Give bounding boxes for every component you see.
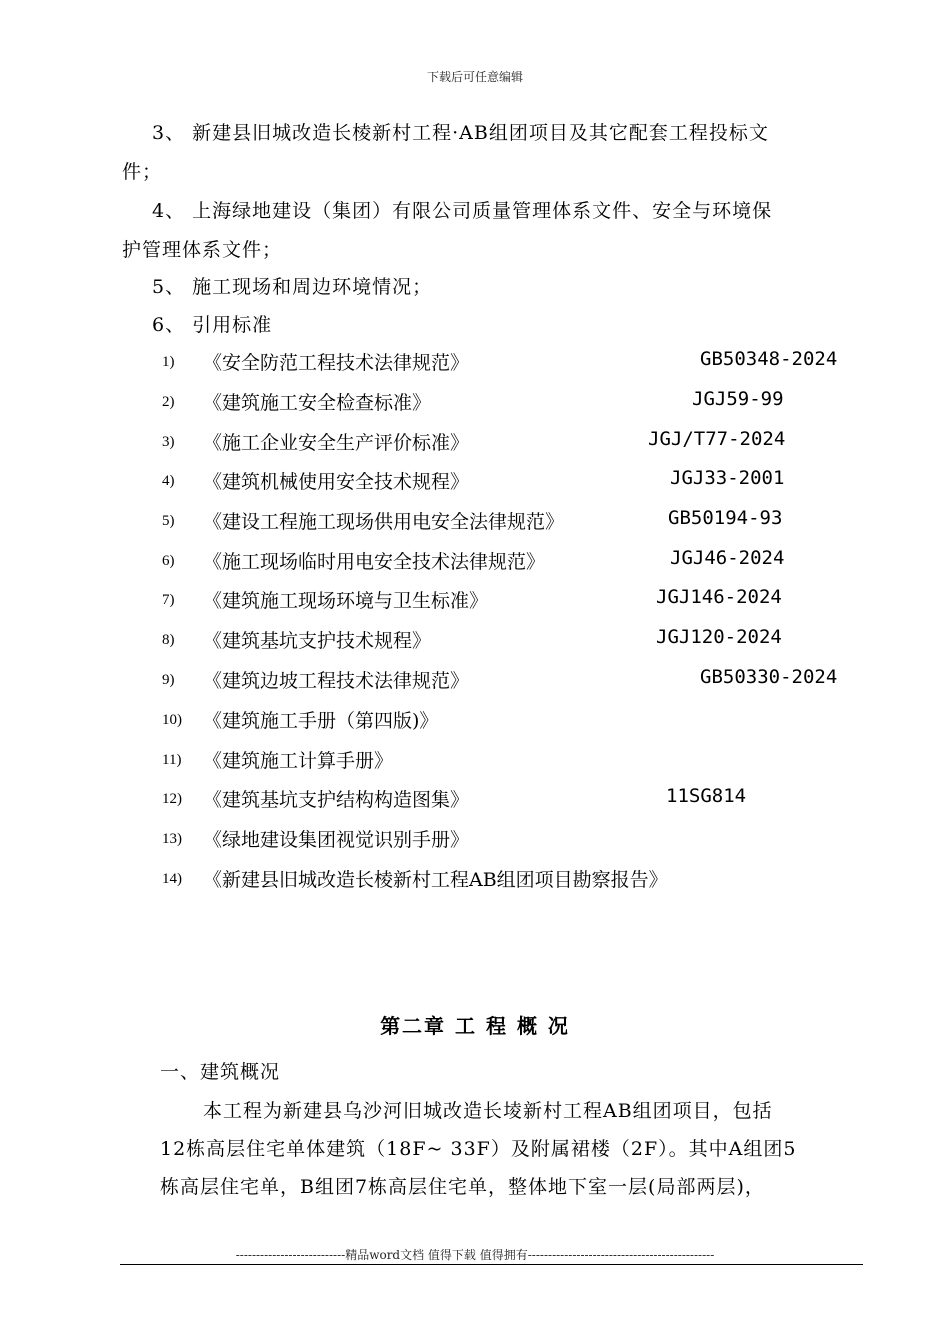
- intro-item-3-line2: 件；: [122, 161, 163, 183]
- reference-number: 8): [162, 632, 175, 648]
- reference-item: [0, 465, 950, 495]
- section-heading: 一、建筑概况: [160, 1061, 281, 1083]
- reference-number: 7): [162, 592, 175, 608]
- reference-title: 《建筑施工手册（第四版)》: [203, 710, 439, 732]
- intro-item-4-line1: 4、 上海绿地建设（集团）有限公司质量管理体系文件、安全与环境保: [152, 200, 773, 222]
- reference-number: 3): [162, 434, 175, 450]
- reference-title: 《建筑施工安全检查标准》: [203, 392, 432, 414]
- page-footer-text: ---------------------------精品word文档 值得下载 值得拥有----------------------------------------------: [235, 1248, 715, 1262]
- intro-item-3-line1: 3、 新建县旧城改造长棱新村工程·AB组团项目及其它配套工程投标文: [152, 122, 769, 144]
- reference-title: 《施工现场临时用电安全技术法律规范》: [203, 551, 546, 573]
- reference-code: JGJ33-2001: [670, 467, 785, 489]
- reference-title: 《建筑边坡工程技术法律规范》: [203, 670, 470, 692]
- reference-title: 《建筑施工现场环境与卫生标准》: [203, 590, 489, 612]
- reference-title: 《建筑机械使用安全技术规程》: [203, 471, 470, 493]
- reference-title: 《安全防范工程技术法律规范》: [203, 352, 470, 374]
- intro-item-6: 6、 引用标准: [152, 314, 273, 336]
- reference-number: 9): [162, 672, 175, 688]
- reference-item: [0, 704, 950, 734]
- reference-number: 13): [162, 831, 182, 847]
- body-line-1: 本工程为新建县乌沙河旧城改造长堎新村工程AB组团项目，包括: [203, 1100, 773, 1122]
- reference-number: 2): [162, 394, 175, 410]
- reference-item: [0, 783, 950, 813]
- reference-number: 4): [162, 473, 175, 489]
- reference-item: [0, 426, 950, 456]
- reference-code: JGJ59-99: [692, 388, 784, 410]
- reference-number: 10): [162, 712, 182, 728]
- reference-item: [0, 863, 950, 893]
- reference-number: 6): [162, 553, 175, 569]
- footer-rule: [120, 1264, 863, 1265]
- reference-title: 《建筑基坑支护结构构造图集》: [203, 789, 470, 811]
- reference-title: 《新建县旧城改造长棱新村工程AB组团项目勘察报告》: [203, 869, 668, 891]
- reference-item: [0, 744, 950, 774]
- reference-code: 11SG814: [666, 785, 747, 807]
- reference-item: [0, 505, 950, 535]
- reference-code: JGJ146-2024: [656, 586, 782, 608]
- reference-code: JGJ46-2024: [670, 547, 785, 569]
- reference-item: [0, 624, 950, 654]
- reference-item: [0, 664, 950, 694]
- reference-code: GB50194-93: [668, 507, 783, 529]
- body-line-3: 栋高层住宅单，B组团7栋高层住宅单，整体地下室一层(局部两层)，: [160, 1176, 765, 1198]
- reference-code: GB50330-2024: [700, 666, 838, 688]
- reference-number: 12): [162, 791, 182, 807]
- intro-item-5: 5、 施工现场和周边环境情况；: [152, 276, 433, 298]
- reference-title: 《绿地建设集团视觉识别手册》: [203, 829, 470, 851]
- reference-code: JGJ120-2024: [656, 626, 782, 648]
- body-line-2: 12栋高层住宅单体建筑（18F~ 33F）及附属裙楼（2F）。其中A组团5: [160, 1138, 797, 1160]
- reference-number: 14): [162, 871, 182, 887]
- reference-title: 《建筑施工计算手册》: [203, 750, 394, 772]
- reference-item: [0, 545, 950, 575]
- reference-title: 《建筑基坑支护技术规程》: [203, 630, 432, 652]
- reference-number: 1): [162, 354, 175, 370]
- reference-code: JGJ/T77-2024: [648, 428, 786, 450]
- reference-item: [0, 386, 950, 416]
- reference-item: [0, 823, 950, 853]
- page-header-note: 下载后可任意编辑: [426, 70, 523, 84]
- reference-title: 《施工企业安全生产评价标准》: [203, 432, 470, 454]
- reference-item: [0, 346, 950, 376]
- reference-code: GB50348-2024: [700, 348, 838, 370]
- reference-item: [0, 584, 950, 614]
- reference-title: 《建设工程施工现场供用电安全法律规范》: [203, 511, 565, 533]
- intro-item-4-line2: 护管理体系文件；: [122, 239, 283, 261]
- reference-number: 5): [162, 513, 175, 529]
- reference-number: 11): [162, 752, 182, 768]
- chapter-title: 第二章 工 程 概 况: [380, 1014, 570, 1038]
